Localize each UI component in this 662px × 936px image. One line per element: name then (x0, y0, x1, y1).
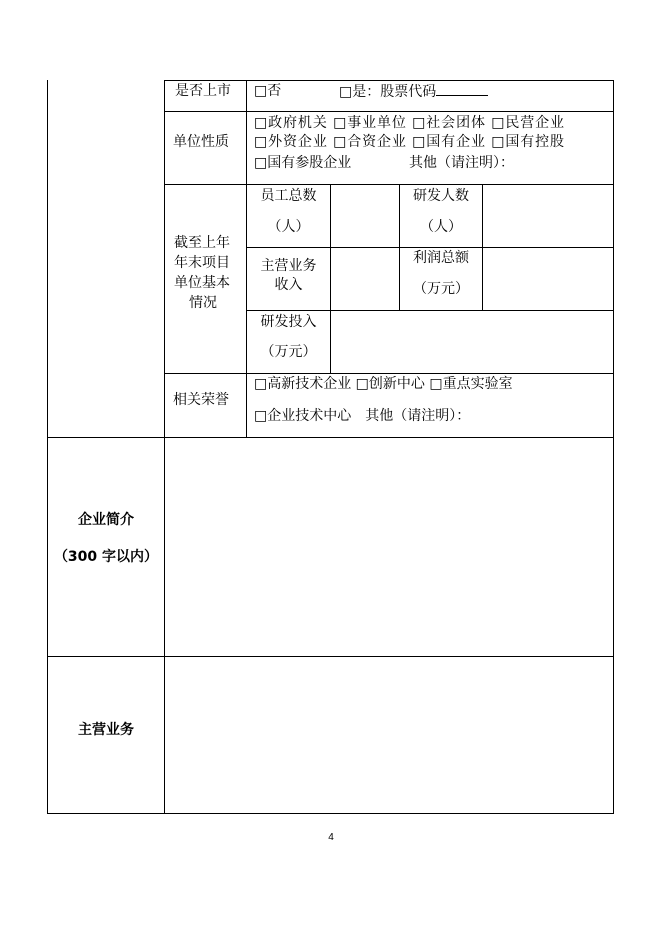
rd-invest-value-cell[interactable] (331, 311, 613, 373)
intro-label: 企业简介 (78, 512, 134, 528)
basic-label-line2: 年末项目 (174, 255, 230, 271)
honors-options-line2[interactable]: □企业技术中心 其他（请注明）： (254, 408, 471, 424)
basic-label-line3: 单位基本 (174, 275, 230, 291)
page-number: 4 (328, 832, 334, 843)
hline-bottom (47, 813, 614, 814)
listed-label: 是否上市 (175, 83, 231, 99)
intro-sublabel: （300 字以内） (53, 549, 159, 565)
revenue-label: 主营业务 (260, 258, 317, 274)
honors-label: 相关荣誉 (173, 392, 229, 408)
profit-label: 利润总额 (413, 250, 469, 266)
nature-other-label: 其他（请注明）： (409, 155, 514, 171)
employees-unit: （人） (267, 219, 310, 235)
profit-unit: （万元） (413, 281, 469, 297)
nature-options-line3a[interactable]: □国有参股企业 (254, 155, 352, 171)
profit-value-cell[interactable] (483, 248, 613, 310)
basic-label-line1: 截至上年 (174, 235, 230, 251)
revenue-label-line2: 收入 (274, 277, 303, 293)
hline-basic (164, 373, 614, 374)
listed-option-no[interactable]: □否 (254, 83, 282, 99)
rd-staff-unit: （人） (420, 219, 462, 235)
business-text-area[interactable] (165, 657, 613, 813)
intro-text-area[interactable] (165, 438, 613, 656)
hline-top (164, 80, 614, 81)
nature-options-line2[interactable]: □外资企业 □合资企业 □国有企业 □国有控股 (254, 134, 565, 150)
rd-invest-unit: （万元） (260, 344, 317, 360)
stock-code-field[interactable] (436, 83, 488, 96)
employees-value-cell[interactable] (331, 185, 398, 247)
employees-label: 员工总数 (260, 188, 317, 204)
listed-option-yes-label: □是：股票代码 (339, 84, 437, 100)
border-left (47, 80, 48, 814)
rd-staff-label: 研发人数 (413, 188, 469, 204)
hline-listed (164, 111, 614, 112)
listed-option-yes[interactable] (339, 83, 488, 100)
nature-options-line1[interactable]: □政府机关 □事业单位 □社会团体 □民营企业 (254, 115, 565, 131)
rd-invest-label: 研发投入 (260, 314, 317, 330)
basic-label-line4: 情况 (189, 295, 217, 311)
nature-label: 单位性质 (173, 134, 229, 150)
border-right (613, 80, 614, 814)
rd-staff-value-cell[interactable] (483, 185, 613, 247)
revenue-value-cell[interactable] (331, 248, 398, 310)
honors-options-line1[interactable]: □高新技术企业 □创新中心 □重点实验室 (254, 376, 513, 392)
business-label: 主营业务 (78, 722, 134, 738)
